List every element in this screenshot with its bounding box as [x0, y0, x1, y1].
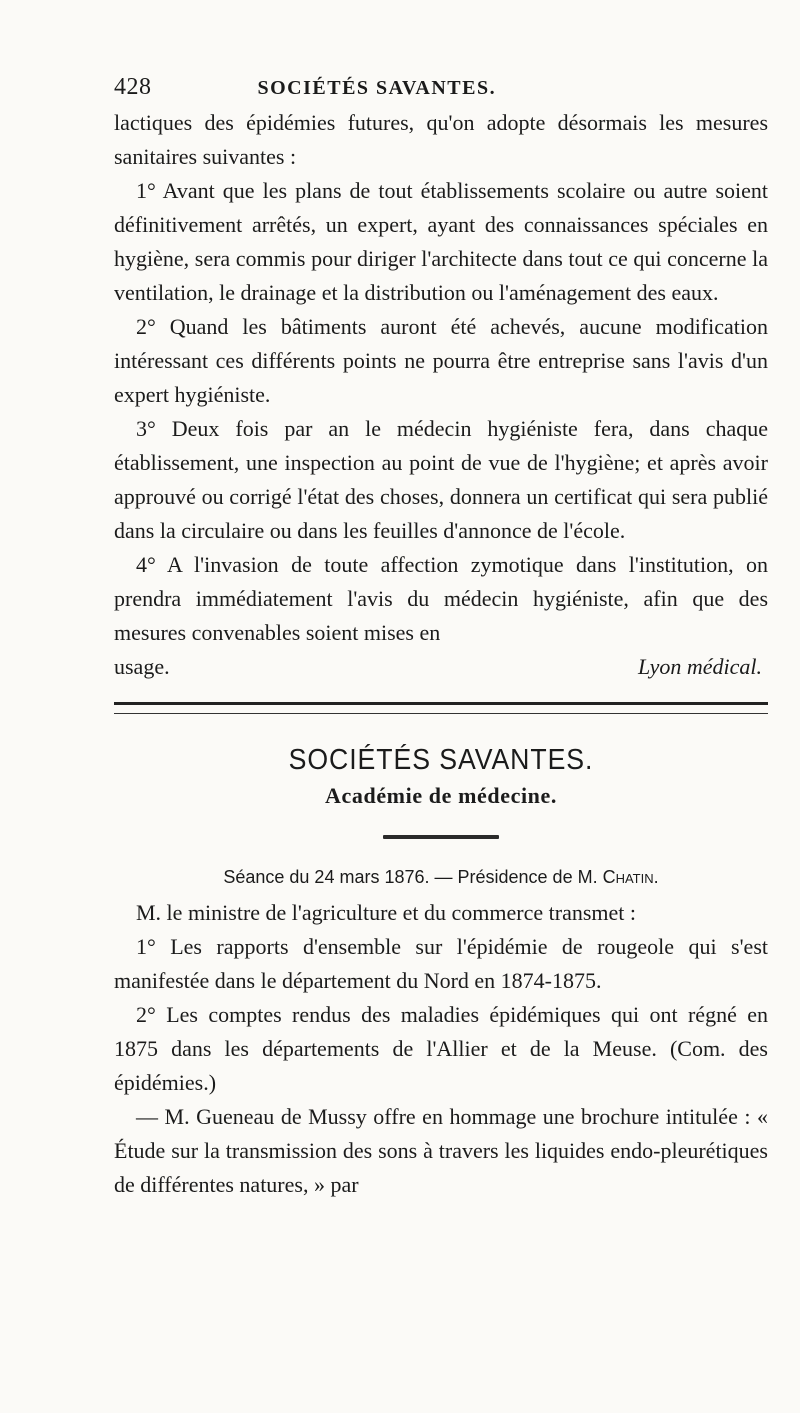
paragraph-item-3: 3° Deux fois par an le médecin hygiéniste fera, dans chaque établissement, une inspection au point de vue de l'hygiène; et après avoir approuvé ou corrigé l'état des choses, donnera un certificat qui sera publié dans la circulaire ou dans les feuilles d'annonce de l'école. [114, 416, 768, 543]
article-body [114, 106, 768, 684]
minutes-body [114, 896, 768, 1202]
session-date: Séance du 24 mars 1876. — Présidence de M. [223, 867, 598, 887]
paragraph-item-4-closing [114, 650, 768, 684]
session-heading [114, 867, 768, 888]
paragraph-item-1: 1° Avant que les plans de tout établissements scolaire ou autre soient définitivement arrêtés, un expert, ayant des connaissances spéciales en hygiène, sera commis pour diriger l'architecte dans tout ce qui concerne la ventilation, le drainage et la distribution ou l'aménagement des eaux. [114, 178, 768, 305]
paragraph-item-4: 4° A l'invasion de toute affection zymotique dans l'institution, on prendra immédiatement l'avis du médecin hygiéniste, afin que des mesures convenables soient mises en [114, 552, 768, 645]
section-subtitle: Académie de médecine. [325, 783, 557, 808]
paragraph-item-4-end: usage. [114, 654, 170, 679]
source-signature: Lyon médical. [638, 654, 762, 679]
running-title: SOCIÉTÉS SAVANTES. [257, 77, 497, 99]
minutes-paragraph-4: — M. Gueneau de Mussy offre en hommage une brochure intitulée : « Étude sur la transmission des sons à travers les liquides endo-pleurétiques de différentes natures, » par [114, 1104, 768, 1197]
session-president: Chatin. [602, 867, 659, 887]
minutes-paragraph-2: 1° Les rapports d'ensemble sur l'épidémie de rougeole qui s'est manifestée dans le département du Nord en 1874-1875. [114, 934, 768, 993]
minutes-paragraph-3: 2° Les comptes rendus des maladies épidémiques qui ont régné en 1875 dans les départements de l'Allier et de la Meuse. (Com. des épidémies.) [114, 1002, 768, 1095]
page-number: 428 [114, 74, 152, 100]
section-divider-rule [114, 702, 768, 714]
minutes-paragraph-1: M. le ministre de l'agriculture et du commerce transmet : [136, 900, 637, 925]
running-head [114, 74, 768, 106]
section-title: SOCIÉTÉS SAVANTES. [288, 744, 594, 776]
ornamental-rule [383, 835, 499, 839]
paragraph-opening: lactiques des épidémies futures, qu'on adopte désormais les mesures sanitaires suivantes : [114, 110, 768, 169]
paragraph-item-2: 2° Quand les bâtiments auront été achevés, aucune modification intéressant ces différents points ne pourra être entreprise sans l'avis d'un expert hygiéniste. [114, 314, 768, 407]
